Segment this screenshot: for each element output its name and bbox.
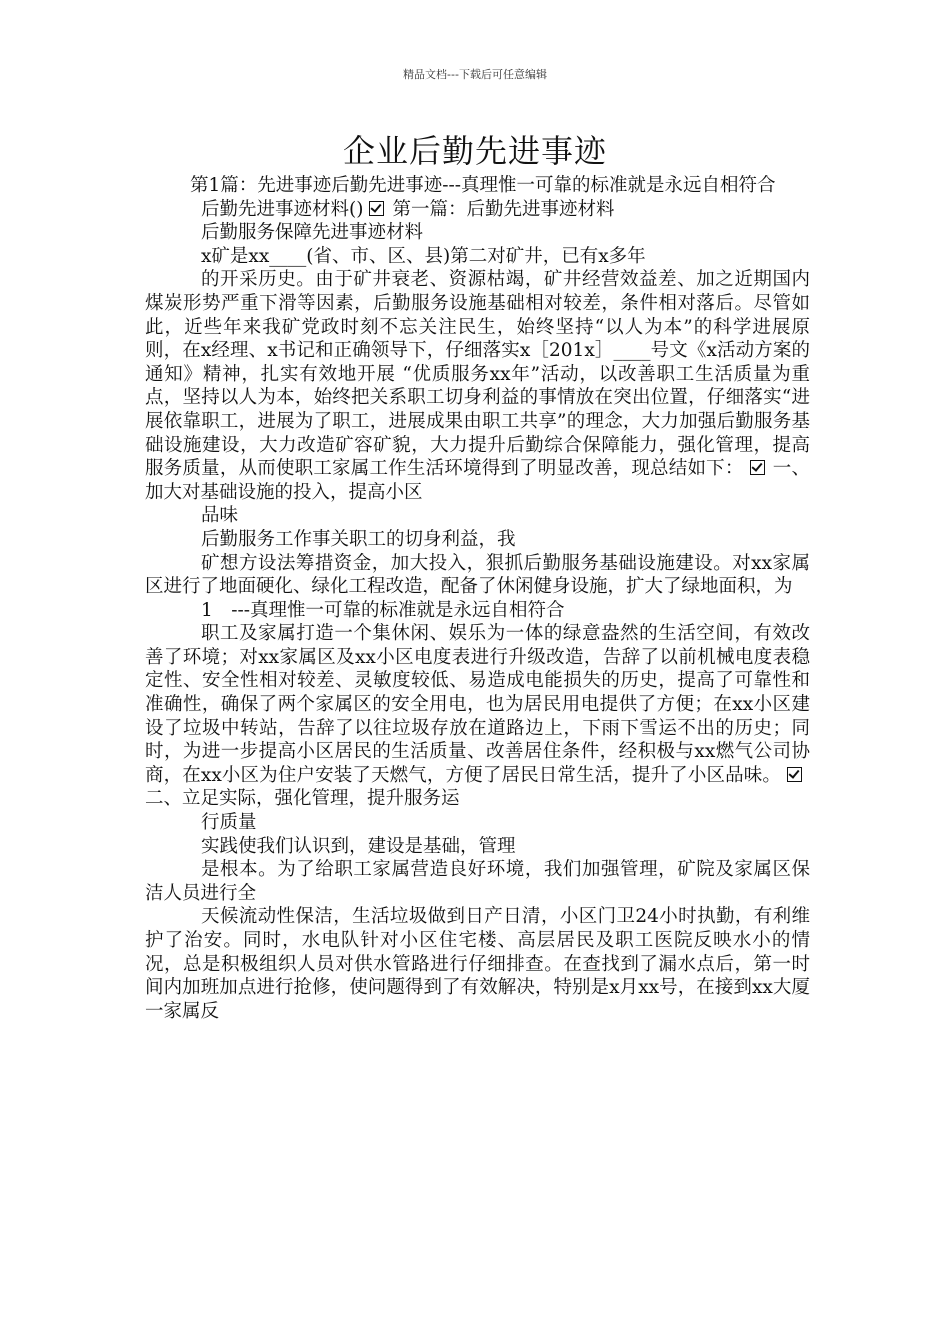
paragraph-13: 是根本。为了给职工家属营造良好环境，我们加强管理，矿院及家属区保洁人员进行全 xyxy=(145,859,810,904)
paragraph-2-text-a: 后勤先进事迹材料() xyxy=(201,198,364,220)
paragraph-10 xyxy=(145,622,810,811)
paragraph-2 xyxy=(145,198,810,222)
paragraph-12: 实践使我们认识到，建设是基础，管理 xyxy=(201,835,516,857)
paragraph-10-text-a: 职工及家属打造一个集休闲、娱乐为一体的绿意盎然的生活空间，有效改善了环境；对xx家属区及xx小区电度表进行升级改造，告辞了以前机械电度表稳定性、安全性相对较差、灵敏度较低、易造成电能损失的历史，提高了可靠性和准确性，确保了两个家属区的安全用电，也为居民用电提供了方便；在xx小区建设了垃圾中转站，告辞了以往垃圾存放在道路边上，下雨下雪运不出的历史；同时，为进一步提高小区居民的生活质量、改善居住条件，经积极与xx燃气公司协商，在xx小区为住户安装了天燃气，方便了居民日常生活，提升了小区品味。 xyxy=(145,623,810,786)
checkbox-icon xyxy=(750,460,765,475)
paragraph-9: 1 ---真理惟一可靠的标准就是永远自相符合 xyxy=(201,599,565,621)
document-body xyxy=(145,174,810,1023)
paragraph-14: 天候流动性保洁，生活垃圾做到日产日清，小区门卫24小时执勤，有利维护了治安。同时，水电队针对小区住宅楼、高层居民及职工医院反映水小的情况，总是积极组织人员对供水管路进行仔细排查。在查找到了漏水点后，第一时间内加班加点进行抢修，使问题得到了有效解决，特别是x月xx号，在接到xx大厦一家属反 xyxy=(145,906,810,1022)
paragraph-11: 行质量 xyxy=(201,812,257,834)
checkbox-icon xyxy=(787,767,802,782)
paragraph-1: 第1篇：先进事迹后勤先进事迹---真理惟一可靠的标准就是永远自相符合 xyxy=(190,175,776,196)
document-title: 企业后勤先进事迹 xyxy=(342,132,607,170)
paragraph-5-text-a: 的开采历史。由于矿井衰老、资源枯竭，矿井经营效益差、加之近期国内煤炭形势严重下滑等因素，后勤服务设施基础相对较差，条件相对落后。尽管如此，近些年来我矿党政时刻不忘关注民生，始终坚持“以人为本”的科学进展原则，在x经理、x书记和正确领导下，仔细落实x［201x］____号文《x活动方案的通知》精神，扎实有效地开展 “优质服务xx年”活动，以改善职工生活质量为重点，坚持以人为本，始终把关系职工切身利益的事情放在突出位置，仔细落实“进展依靠职工，进展为了职工，进展成果由职工共享”的理念，大力加强后勤服务基础设施建设，大力改造矿容矿貌，大力提升后勤综合保障能力，强化管理，提高服务质量，从而使职工家属工作生活环境得到了明显改善，现总结如下： xyxy=(145,269,810,480)
paragraph-5-text-b: 一、加大对基础设施的投入，提高小区 xyxy=(145,458,810,503)
header-note: 精品文档---下载后可任意编辑 xyxy=(403,68,547,81)
paragraph-8: 矿想方设法筹措资金，加大投入，狠抓后勤服务基础设施建设。对xx家属区进行了地面硬化、绿化工程改造，配备了休闲健身设施，扩大了绿地面积，为 xyxy=(145,552,810,598)
paragraph-2-text-b: 第一篇：后勤先进事迹材料 xyxy=(392,198,615,220)
paragraph-5 xyxy=(145,268,810,504)
paragraph-6: 品味 xyxy=(201,505,239,527)
paragraph-7: 后勤服务工作事关职工的切身利益，我 xyxy=(201,528,516,550)
paragraph-4: x矿是xx____(省、市、区、县)第二对矿井，已有x多年 xyxy=(201,245,646,267)
paragraph-3: 后勤服务保障先进事迹材料 xyxy=(201,222,424,244)
paragraph-10-text-b: 二、立足实际，强化管理，提升服务运 xyxy=(145,788,460,810)
checkbox-icon xyxy=(369,201,384,216)
